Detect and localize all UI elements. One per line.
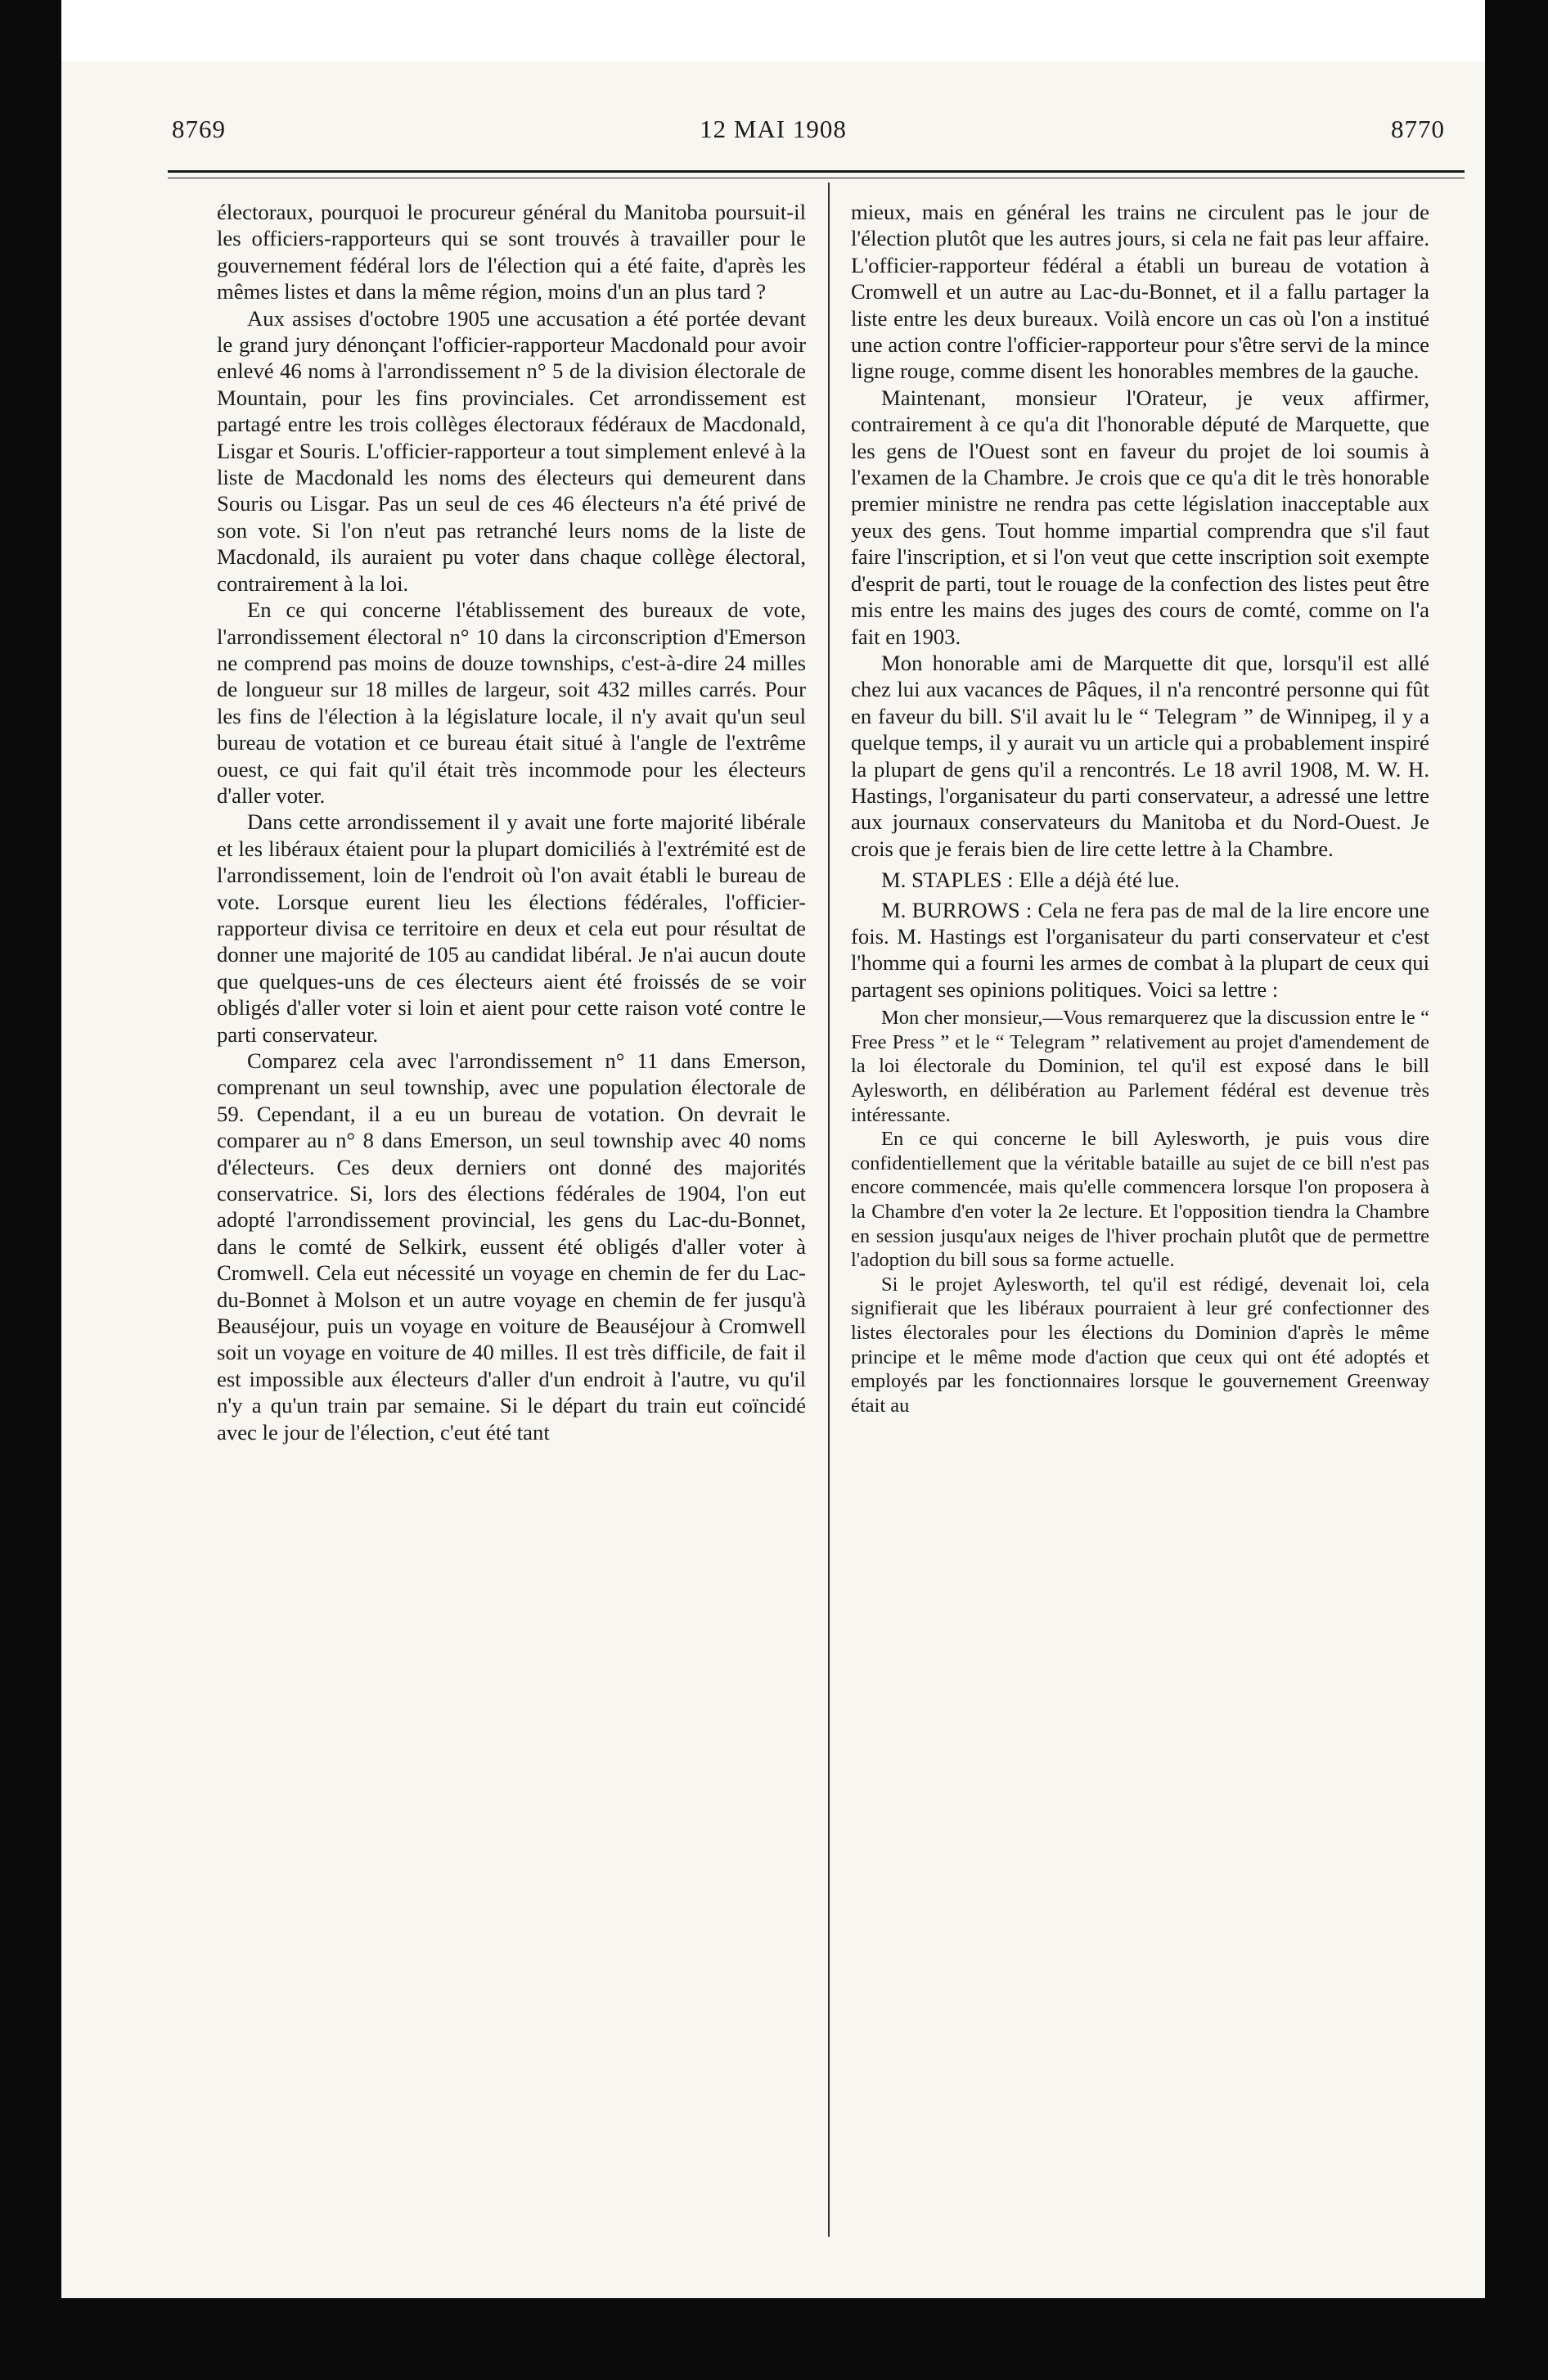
- paragraph: Aux assises d'octobre 1905 une accusation a été portée devant le grand jury dénonçant l'officier-rapporteur Macdonald pour avoir enlevé 46 noms à l'arrondissement n° 5 de la division électorale de Mountain, pour les fins provinciales. Cet arrondissement est partagé entre les trois collèges électoraux fédéraux de Macdonald, Lisgar et Souris. L'officier-rapporteur a tout simplement enlevé à la liste de Macdonald les noms des électeurs qui demeurent dans Souris ou Lisgar. Pas un seul de ces 46 électeurs n'a été privé de son vote. Si l'on n'eut pas retranché leurs noms de la liste de Macdonald, ils auraient pu voter dans chaque collège électoral, contrairement à la loi.: [217, 305, 806, 596]
- page-number-left: 8769: [172, 115, 226, 143]
- page-number-right: 8770: [1391, 115, 1445, 143]
- scan-border-bottom: [0, 2298, 1548, 2380]
- document-page: [61, 61, 1485, 2298]
- paragraph: En ce qui concerne l'établissement des bureaux de vote, l'arrondissement électoral n° 10 dans la circonscription d'Emerson ne comprend pas moins de douze townships, c'est-à-dire 24 milles de longueur sur 18 milles de largeur, soit 432 milles carrés. Pour les fins de l'élection à la législature locale, il n'y avait qu'un seul bureau de votation et ce bureau était situé à l'angle de l'extrême ouest, ce qui fait qu'il était très incommode pour les électeurs d'aller voter.: [217, 597, 806, 808]
- letter-paragraph: En ce qui concerne le bill Aylesworth, je puis vous dire confidentiellement que la véritable bataille au sujet de ce bill n'est pas encore commencée, mais qu'elle commencera lorsque l'on proposera à la Chambre d'en voter la 2e lecture. Et l'opposition tiendra la Chambre en session jusqu'aux neiges de l'hiver prochain plutôt que de permettre l'adoption du bill sous sa forme actuelle.: [851, 1128, 1429, 1272]
- header-rule-thick: [168, 170, 1465, 173]
- quoted-letter: [851, 1006, 1429, 1418]
- letter-paragraph: Si le projet Aylesworth, tel qu'il est rédigé, devenait loi, cela signifierait que les libéraux pourraient à leur gré confectionner des listes électorales pour les élections du Dominion d'après le même principe et le même mode d'action que ceux qui ont été adoptés et employés par les fonctionnaires lorsque le gouvernement Greenway était au: [851, 1273, 1429, 1417]
- speaker-staples: M. STAPLES : Elle a déjà été lue.: [881, 868, 1180, 893]
- right-column: [851, 199, 1429, 1418]
- page-date: 12 MAI 1908: [700, 115, 847, 143]
- column-divider: [828, 183, 830, 2237]
- paragraph: électoraux, pourquoi le procureur général du Manitoba poursuit-il les officiers-rapporteurs qui se sont trouvés à travailler pour le gouvernement fédéral lors de l'élection qui a été faite, d'après les mêmes listes et dans la même région, moins d'un an plus tard ?: [217, 200, 806, 304]
- scan-border-left: [0, 0, 61, 2380]
- speaker-burrows: M. BURROWS : Cela ne fera pas de mal de la lire encore une fois. M. Hastings est l'organisateur du parti conservateur et c'est l'homme qui a fourni les armes de combat à la plupart de ceux qui partagent ses opinions politiques. Voici sa lettre :: [851, 897, 1429, 1002]
- paragraph: Mon honorable ami de Marquette dit que, lorsqu'il est allé chez lui aux vacances de Pâques, il n'a rencontré personne qui fût en faveur du bill. S'il avait lu le “ Telegram ” de Winnipeg, il y a quelque temps, il y aurait vu un article qui a probablement inspiré la plupart de gens qu'il a rencontrés. Le 18 avril 1908, M. W. H. Hastings, l'organisateur du parti conservateur, a adressé une lettre aux journaux conservateurs du Manitoba et du Nord-Ouest. Je crois que je ferais bien de lire cette lettre à la Chambre.: [851, 650, 1429, 861]
- scan-border-right: [1485, 0, 1548, 2380]
- paragraph: Comparez cela avec l'arrondissement n° 11 dans Emerson, comprenant un seul township, avec une population électorale de 59. Cependant, il a eu un bureau de votation. On devrait le comparer au n° 8 dans Emerson, un seul township avec 40 noms d'électeurs. Ces deux derniers ont donné des majorités conservatrice. Si, lors des élections fédérales de 1904, l'on eut adopté l'arrondissement provincial, les gens du Lac-du-Bonnet, dans le comté de Selkirk, eussent été obligés d'aller voter à Cromwell. Cela eut nécessité un voyage en chemin de fer du Lac-du-Bonnet à Molson et un autre voyage en chemin de fer jusqu'à Beauséjour, puis un voyage en voiture de Beauséjour à Cromwell soit un voyage en voiture de 40 milles. Il est très difficile, de fait il est impossible aux électeurs d'aller d'un endroit à l'autre, vu qu'il n'y a qu'un train par semaine. Si le départ du train eut coïncidé avec le jour de l'élection, c'eut été tant: [217, 1048, 806, 1445]
- paragraph: mieux, mais en général les trains ne circulent pas le jour de l'élection plutôt que les autres jours, si cela ne fait pas leur affaire. L'officier-rapporteur fédéral a établi un bureau de votation à Cromwell et un autre au Lac-du-Bonnet, et il a fallu partager la liste entre les deux bureaux. Voilà encore un cas où l'on a institué une action contre l'officier-rapporteur pour s'être servi de la mince ligne rouge, comme disent les honorables membres de la gauche.: [851, 200, 1429, 384]
- paragraph: Maintenant, monsieur l'Orateur, je veux affirmer, contrairement à ce qu'a dit l'honorable député de Marquette, que les gens de l'Ouest sont en faveur du projet de loi soumis à l'examen de la Chambre. Je crois que ce qu'a dit le très honorable premier ministre ne rendra pas cette législation inacceptable aux yeux des gens. Tout homme impartial comprendra que s'il faut faire l'inscription, et si l'on veut que cette inscription soit exempte d'esprit de parti, tout le rouage de la confection des listes peut être mis entre les mains des juges des cours de comté, comme on l'a fait en 1903.: [851, 385, 1429, 649]
- letter-paragraph: Mon cher monsieur,—Vous remarquerez que la discussion entre le “ Free Press ” et le “ Telegram ” relativement au projet d'amendement de la loi électorale du Dominion, tel qu'il est exposé dans le bill Aylesworth, en délibération au Parlement fédéral est devenue très intéressante.: [851, 1007, 1429, 1126]
- left-column: [217, 199, 806, 1445]
- paragraph: Dans cette arrondissement il y avait une forte majorité libérale et les libéraux étaient pour la plupart domiciliés à l'extrémité est de l'arrondissement, loin de l'endroit où l'on avait établi le bureau de vote. Lorsque eurent lieu les élections fédérales, l'officier-rapporteur divisa ce territoire en deux et cela eut pour résultat de donner une majorité de 105 au candidat libéral. Je n'ai aucun doute que quelques-uns de ces électeurs aient été froissés de se voir obligés d'aller voter si loin et aient pour cette raison voté contre le parti conservateur.: [217, 809, 806, 1047]
